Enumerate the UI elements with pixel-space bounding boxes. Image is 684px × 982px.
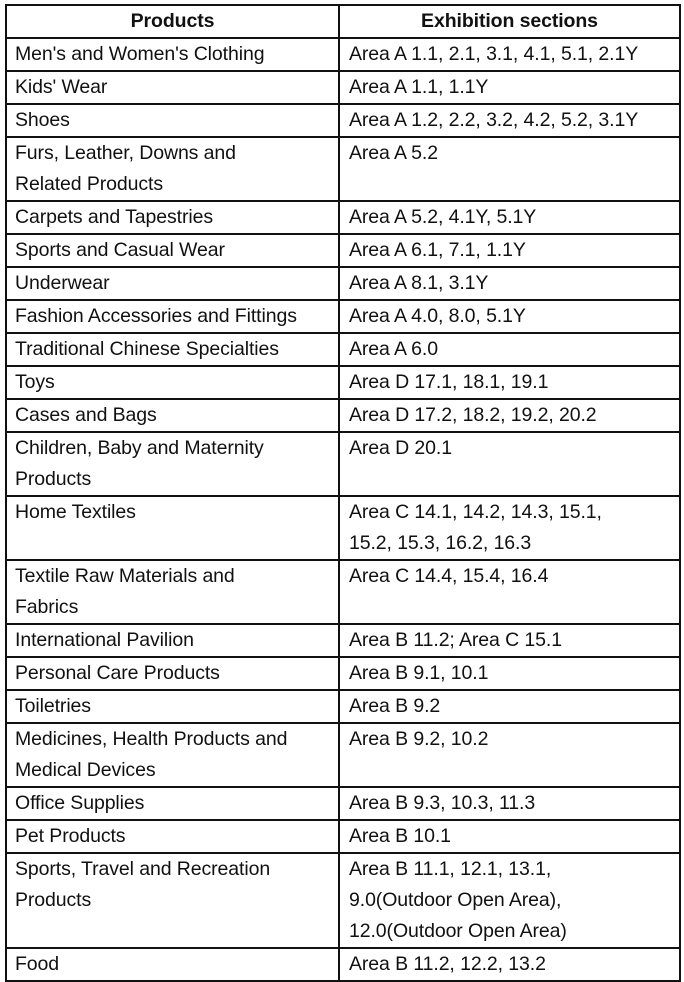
product-name-line: Underwear [15, 272, 110, 294]
exhibition-section-line: Area B 9.2 [349, 695, 441, 717]
product-name-line: Toiletries [15, 695, 91, 717]
table-row [6, 624, 680, 657]
table-row [6, 560, 680, 624]
exhibition-section-line: Area A 5.2 [349, 142, 438, 164]
exhibition-section-cell [339, 787, 680, 820]
product-name-line: Office Supplies [15, 792, 145, 814]
exhibition-sections-column-header: Exhibition sections [339, 5, 680, 38]
exhibition-section-cell [339, 71, 680, 104]
product-cell [6, 333, 339, 366]
product-cell [6, 560, 339, 624]
product-name-line: Cases and Bags [15, 404, 157, 426]
product-name-line: Men's and Women's Clothing [15, 43, 265, 65]
product-cell [6, 300, 339, 333]
table-row [6, 399, 680, 432]
exhibition-section-line: Area C 14.1, 14.2, 14.3, 15.1, [349, 501, 602, 523]
table-row [6, 496, 680, 560]
table-row [6, 300, 680, 333]
product-name-line: Medicines, Health Products and [15, 728, 288, 750]
product-name-line: Products [15, 468, 92, 490]
exhibition-section-cell [339, 948, 680, 981]
table-row [6, 657, 680, 690]
table-row [6, 432, 680, 496]
product-name-line: Furs, Leather, Downs and [15, 142, 236, 164]
exhibition-section-cell [339, 560, 680, 624]
table-row [6, 201, 680, 234]
exhibition-section-line: Area D 17.2, 18.2, 19.2, 20.2 [349, 404, 597, 426]
product-cell [6, 723, 339, 787]
product-cell [6, 690, 339, 723]
product-cell [6, 104, 339, 137]
product-name-line: Sports and Casual Wear [15, 239, 225, 261]
product-cell [6, 496, 339, 560]
exhibition-section-line: 9.0(Outdoor Open Area), [349, 889, 562, 911]
exhibition-section-cell [339, 300, 680, 333]
product-cell [6, 853, 339, 948]
product-cell [6, 399, 339, 432]
table-row [6, 71, 680, 104]
exhibition-section-line: Area B 9.3, 10.3, 11.3 [349, 792, 536, 814]
exhibition-section-line: Area A 1.1, 1.1Y [349, 76, 489, 98]
exhibition-section-line: Area B 11.2, 12.2, 13.2 [349, 953, 546, 975]
table-row [6, 267, 680, 300]
exhibition-section-line: Area B 9.1, 10.1 [349, 662, 489, 684]
product-name-line: Fabrics [15, 596, 79, 618]
exhibition-section-line: 15.2, 15.3, 16.2, 16.3 [349, 532, 532, 554]
product-name-line: Home Textiles [15, 501, 136, 523]
exhibition-section-line: Area A 5.2, 4.1Y, 5.1Y [349, 206, 537, 228]
exhibition-section-cell [339, 723, 680, 787]
product-name-line: Personal Care Products [15, 662, 220, 684]
table-body [6, 38, 680, 981]
table-row [6, 787, 680, 820]
exhibition-section-line: Area B 11.2; Area C 15.1 [349, 629, 562, 651]
table-row [6, 820, 680, 853]
exhibition-section-cell [339, 432, 680, 496]
exhibition-section-cell [339, 201, 680, 234]
product-cell [6, 948, 339, 981]
product-name-line: Related Products [15, 173, 163, 195]
exhibition-section-cell [339, 820, 680, 853]
table-row [6, 38, 680, 71]
product-name-line: Medical Devices [15, 759, 156, 781]
product-cell [6, 432, 339, 496]
exhibition-section-cell [339, 104, 680, 137]
exhibition-section-line: Area D 20.1 [349, 437, 452, 459]
product-name-line: Textile Raw Materials and [15, 565, 235, 587]
exhibition-section-cell [339, 38, 680, 71]
table-row [6, 690, 680, 723]
exhibition-section-line: Area B 11.1, 12.1, 13.1, [349, 858, 552, 880]
exhibition-section-line: Area A 4.0, 8.0, 5.1Y [349, 305, 526, 327]
table-row [6, 853, 680, 948]
exhibition-section-line: Area B 10.1 [349, 825, 451, 847]
product-cell [6, 820, 339, 853]
table-row [6, 366, 680, 399]
product-cell [6, 201, 339, 234]
exhibition-section-line: Area A 6.1, 7.1, 1.1Y [349, 239, 526, 261]
exhibition-section-cell [339, 234, 680, 267]
product-cell [6, 624, 339, 657]
product-cell [6, 137, 339, 201]
product-name-line: Carpets and Tapestries [15, 206, 213, 228]
product-name-line: Toys [15, 371, 55, 393]
exhibition-section-line: Area A 8.1, 3.1Y [349, 272, 489, 294]
table-header-row [6, 5, 680, 38]
product-name-line: Children, Baby and Maternity [15, 437, 264, 459]
product-name-line: Food [15, 953, 60, 975]
products-column-header: Products [6, 5, 339, 38]
products-exhibition-table [5, 4, 681, 982]
exhibition-section-line: Area A 1.1, 2.1, 3.1, 4.1, 5.1, 2.1Y [349, 43, 639, 65]
exhibition-section-line: Area D 17.1, 18.1, 19.1 [349, 371, 549, 393]
table-row [6, 333, 680, 366]
product-name-line: Sports, Travel and Recreation [15, 858, 271, 880]
product-cell [6, 787, 339, 820]
exhibition-section-line: Area C 14.4, 15.4, 16.4 [349, 565, 549, 587]
table-row [6, 104, 680, 137]
exhibition-section-cell [339, 366, 680, 399]
table-row [6, 948, 680, 981]
exhibition-section-line: Area A 1.2, 2.2, 3.2, 4.2, 5.2, 3.1Y [349, 109, 639, 131]
exhibition-section-line: 12.0(Outdoor Open Area) [349, 920, 567, 942]
product-cell [6, 657, 339, 690]
product-name-line: Kids' Wear [15, 76, 108, 98]
table-row [6, 137, 680, 201]
product-name-line: Products [15, 889, 92, 911]
product-cell [6, 366, 339, 399]
exhibition-section-cell [339, 137, 680, 201]
product-name-line: International Pavilion [15, 629, 194, 651]
product-name-line: Pet Products [15, 825, 126, 847]
table-row [6, 723, 680, 787]
product-cell [6, 38, 339, 71]
table-row [6, 234, 680, 267]
exhibition-section-cell [339, 624, 680, 657]
exhibition-section-cell [339, 267, 680, 300]
product-name-line: Fashion Accessories and Fittings [15, 305, 297, 327]
exhibition-section-line: Area B 9.2, 10.2 [349, 728, 489, 750]
exhibition-section-cell [339, 657, 680, 690]
product-cell [6, 71, 339, 104]
exhibition-section-cell [339, 399, 680, 432]
product-cell [6, 234, 339, 267]
exhibition-section-cell [339, 333, 680, 366]
product-name-line: Traditional Chinese Specialties [15, 338, 279, 360]
exhibition-section-cell [339, 690, 680, 723]
product-cell [6, 267, 339, 300]
product-name-line: Shoes [15, 109, 70, 131]
exhibition-section-cell [339, 853, 680, 948]
exhibition-section-cell [339, 496, 680, 560]
exhibition-section-line: Area A 6.0 [349, 338, 438, 360]
